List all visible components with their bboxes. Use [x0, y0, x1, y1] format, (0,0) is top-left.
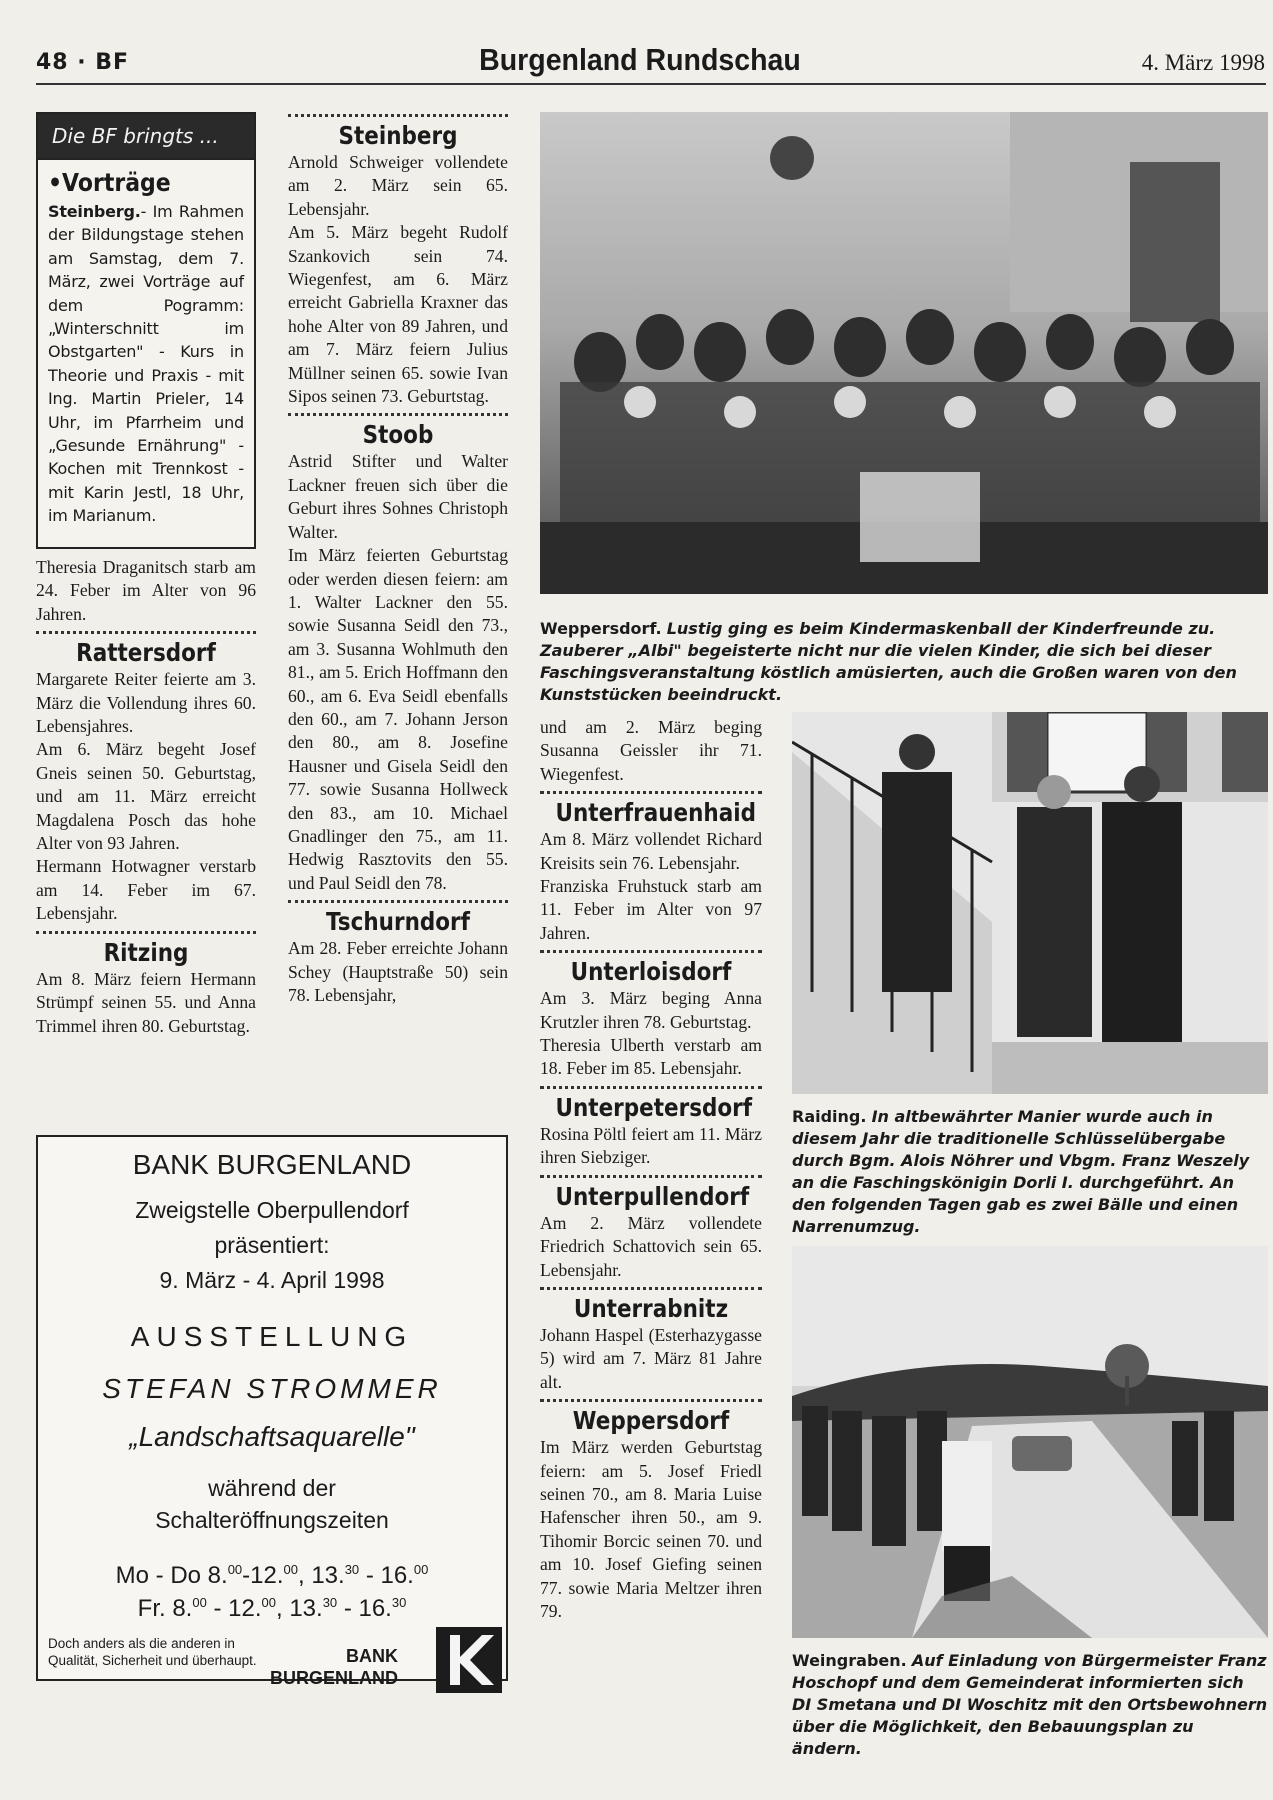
ad-during: während der	[208, 1475, 336, 1501]
article-text: Theresia Draganitsch starb am 24. Feber im Alter von 96 Jahren.	[36, 557, 256, 624]
heading-steinberg: Steinberg	[338, 121, 458, 150]
article-text: Theresia Ulberth verstarb am 18. Feber im 85. Lebensjahr.	[540, 1035, 762, 1079]
article-text: Am 8. März feiern Hermann Strümpf seinen 55. und Anna Trimmel ihren 80. Geburtstag.	[36, 968, 256, 1036]
article-text: Hermann Hotwagner verstarb am 14. Feber im 67. Lebensjahr.	[36, 856, 256, 924]
infobox-die-bf-bringts	[36, 112, 256, 549]
dotted-divider	[288, 413, 508, 416]
heading-weppersdorf: Weppersdorf	[572, 1406, 730, 1436]
infobox-title: •Vorträge	[48, 168, 171, 197]
article-text: Am 3. März beging Anna Krutzler ihren 78. Geburtstag.	[540, 988, 762, 1032]
dotted-divider	[540, 791, 762, 794]
dotted-divider	[540, 1287, 762, 1290]
caption-weingraben: Weingraben. Auf Einladung von Bürgermeister Franz Hoschopf und dem Gemeinderat informierten sich DI Smetana und DI Woschitz mit den Ortsbewohnern über die Möglichkeit, den Bebauungsplan zu ändern.	[792, 1651, 1268, 1758]
photo-schluesseluebergabe-image	[792, 712, 1268, 1094]
article-text: Franziska Fruhstuck starb am 11. Feber im Alter von 97 Jahren.	[540, 876, 762, 943]
page-number-section: 48 · BF	[36, 50, 130, 75]
article-text: Johann Haspel (Esterhazygasse 5) wird am 7. März 81 Jahre alt.	[540, 1324, 762, 1392]
heading-stoob: Stoob	[362, 420, 434, 450]
caption-place: Weppersdorf.	[540, 619, 662, 638]
newspaper-title: Burgenland Rundschau	[479, 42, 801, 77]
article-text: Margarete Reiter feierte am 3. März die Vollendung ihres 60. Lebensjahres.	[36, 669, 256, 737]
caption-raiding: Raiding. In altbewährter Manier wurde auch in diesem Jahr die traditionelle Schlüsselübergabe durch Bgm. Alois Nöhrer und Vbgm. Franz Weszely an die Faschingskönigin Dorli I. durchgeführt. An den folgenden Tagen gab es zwei Bälle und einen Narrenumzug.	[792, 1107, 1250, 1236]
article-text: Im März werden Geburtstag feiern: am 5. Josef Friedl seinen 70., am 8. Maria Luise Hafenscher ihren 50., am 9. Tihomir Borcic seinen 70. und am 10. Josef Giefing seinen 77. sowie Maria Meltzer ihren 79.	[540, 1437, 762, 1621]
heading-unterrabnitz: Unterrabnitz	[573, 1293, 729, 1323]
dotted-divider	[288, 114, 508, 117]
ad-hours-mo-do: Mo - Do 8.00-12.00, 13.30 - 16.00	[115, 1562, 429, 1589]
ad-hours-fr: Fr. 8.00 - 12.00, 13.30 - 16.30	[137, 1595, 407, 1622]
ad-presents: präsentiert:	[214, 1232, 330, 1258]
photo-kindermaskenball	[540, 112, 1268, 594]
column-3	[540, 716, 762, 1623]
dotted-divider	[540, 1175, 762, 1178]
dotted-divider	[36, 931, 256, 934]
issue-date: 4. März 1998	[1141, 50, 1265, 75]
article-text: Rosina Pöltl feiert am 11. März ihren Siebziger.	[540, 1123, 762, 1168]
caption-weppersdorf: Weppersdorf. Lustig ging es beim Kindermaskenball der Kinderfreunde zu. Zauberer „Albi" begeisterte nicht nur die vielen Kinder, die sich bei dieser Faschingsveranstaltung köstlich amüsierten, auch die Großen waren von den Kunststücken beeindruckt.	[540, 619, 1237, 704]
heading-unterpetersdorf: Unterpetersdorf	[555, 1092, 753, 1122]
bank-logo-icon	[436, 1627, 502, 1693]
dotted-divider	[36, 631, 256, 634]
heading-ritzing: Ritzing	[103, 937, 189, 967]
ad-artist: STEFAN STROMMER	[102, 1373, 442, 1404]
ad-slogan: Doch anders als die anderen in Qualität, Sicherheit und überhaupt.	[48, 1636, 257, 1668]
photo-schluesseluebergabe	[792, 712, 1268, 1094]
article-text: Im März feierten Geburtstag oder werden diesen feiern: am 1. Walter Lackner den 55. sowie Susanna Seidl den 73., am 3. Susanna Wohlmuth den 81., am 5. Erich Hoffmann den 60., am 6. Eva Seidl ebenfalls den 60., am 7. Johann Jerson den 80., am 8. Josefine Hausner und Gisela Seidl den 77. sowie Susanna Hollweck den 83., am 10. Michael Gnadlinger den 75., am 11. Hedwig Rasztovits den 55. und Paul Seidl den 78.	[288, 545, 508, 893]
caption-place: Raiding.	[792, 1107, 867, 1126]
heading-unterloisdorf: Unterloisdorf	[570, 957, 732, 987]
dotted-divider	[540, 1086, 762, 1089]
photo-weingraben-image	[792, 1246, 1268, 1638]
heading-rattersdorf: Rattersdorf	[76, 638, 216, 668]
ad-opening-hours-label: Schalteröffnungszeiten	[155, 1507, 389, 1533]
infobox-lead: Steinberg.	[48, 202, 141, 221]
heading-unterpullendorf: Unterpullendorf	[555, 1181, 750, 1211]
column-2	[288, 114, 508, 1007]
article-text: Astrid Stifter und Walter Lackner freuen sich über die Geburt ihres Sohnes Christoph Walter.	[288, 451, 508, 542]
dotted-divider	[288, 900, 508, 903]
ad-logo-text: BANK BURGENLAND	[270, 1646, 398, 1688]
ad-exhibition-title: „Landschaftsaquarelle"	[129, 1421, 415, 1452]
photo-weingraben	[792, 1246, 1268, 1638]
heading-unterfrauenhaid: Unterfrauenhaid	[555, 798, 757, 828]
article-text: Am 8. März vollendet Richard Kreisits sein 76. Lebensjahr.	[540, 829, 762, 873]
ad-bank-name: BANK BURGENLAND	[132, 1149, 412, 1180]
ad-exhibition: AUSSTELLUNG	[130, 1321, 414, 1352]
infobox-body: Steinberg.- Im Rahmen der Bildungstage stehen am Samstag, dem 7. März, zwei Vorträge auf dem Pogramm: „Winterschnitt im Obstgarten" - Kurs in Theorie und Praxis - mit Ing. Martin Prieler, 14 Uhr, im Pfarrheim und „Gesunde Ernährung" - Kochen mit Trennkost - mit Karin Jestl, 18 Uhr, im Marianum.	[48, 202, 244, 526]
dotted-divider	[540, 1399, 762, 1402]
photo-kindermaskenball-image	[540, 112, 1268, 594]
header-rule	[36, 83, 1266, 85]
article-text: Am 28. Feber erreichte Johann Schey (Hauptstraße 50) sein 78. Lebensjahr,	[288, 938, 508, 1005]
article-text: Am 5. März begeht Rudolf Szankovich sein 74. Wiegenfest, am 6. März erreicht Gabriella Kraxner das hohe Alter von 89 Jahren, und am 7. März feiern Julius Müllner seinen 65. sowie Ivan Sipos seinen 73. Geburtstag.	[288, 222, 508, 407]
ad-branch: Zweigstelle Oberpullendorf	[135, 1197, 409, 1223]
article-text: Am 2. März vollendete Friedrich Schattovich sein 65. Lebensjahr.	[540, 1212, 762, 1280]
ad-dates: 9. März - 4. April 1998	[159, 1267, 385, 1293]
column-1	[36, 556, 256, 1038]
infobox-heading: Die BF bringts ...	[38, 114, 254, 158]
dotted-divider	[540, 950, 762, 953]
article-text: Arnold Schweiger vollendete am 2. März sein 65. Lebensjahr.	[288, 152, 508, 219]
bank-burgenland-ad	[36, 1135, 508, 1688]
article-text: und am 2. März beging Susanna Geissler ihr 71. Wiegenfest.	[540, 717, 762, 784]
heading-tschurndorf: Tschurndorf	[326, 907, 470, 937]
article-text: Am 6. März begeht Josef Gneis seinen 50. Geburtstag, und am 11. März erreicht Magdalena Posch das hohe Alter von 93 Jahren.	[36, 739, 256, 854]
caption-place: Weingraben.	[792, 1651, 907, 1670]
